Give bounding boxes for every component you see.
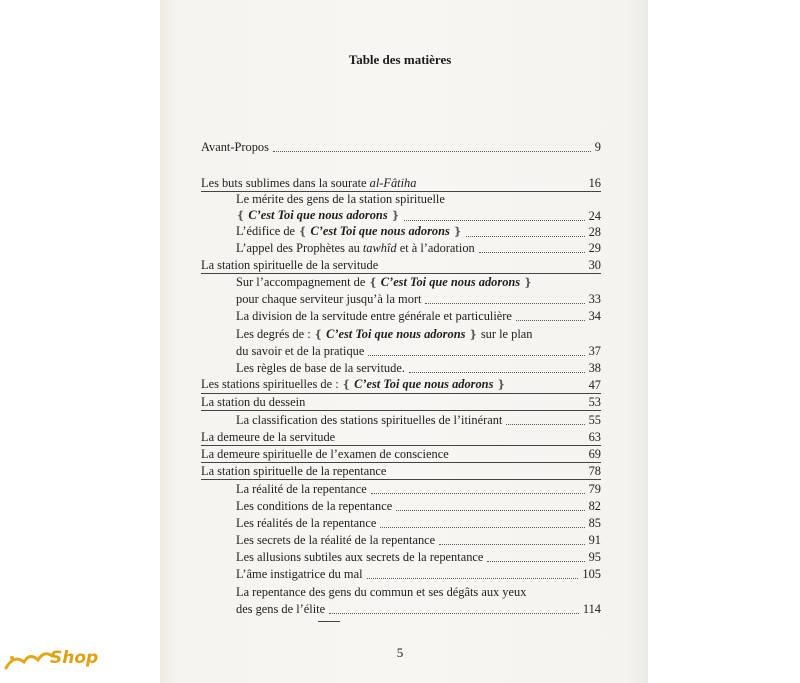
toc-line-accompagnement: Sur l’accompagnement de ❴ C’est Toi que nous adorons ❵ <box>236 275 533 289</box>
toc-entry-cest-toi: ❴ C’est Toi que nous adorons ❵ 24 <box>236 208 601 223</box>
toc-entry-elite: des gens de l’élite 114 <box>236 602 601 616</box>
ornament-close-icon: ❵ <box>390 210 400 222</box>
toc-entry-realite: La réalité de la repentance 79 <box>236 482 601 496</box>
ornament-open-icon: ❴ <box>298 226 308 238</box>
toc-entry-serviteur: pour chaque serviteur jusqu’à la mort 33 <box>236 292 601 306</box>
logo-text: Shop <box>50 648 99 668</box>
toc-line-repentance-commun: La repentance des gens du commun et ses dégâts aux yeux <box>236 585 527 599</box>
toc-entry-section2: La station spirituelle de la servitude 30 <box>201 258 601 272</box>
toc-entry-allusions: Les allusions subtiles aux secrets de la repentance 95 <box>236 550 601 564</box>
toc-entry-appel: L’appel des Prophètes au tawhîd et à l’adoration 29 <box>236 241 601 255</box>
toc-entry-avant-propos: Avant-Propos 9 <box>201 140 601 154</box>
page-number: 5 <box>396 645 404 660</box>
toc-line-merite: Le mérite des gens de la station spirituelle <box>236 192 445 206</box>
toc-entry-section7: La station spirituelle de la repentance 78 <box>201 464 601 478</box>
toc-line-degres: Les degrés de : ❴ C’est Toi que nous adorons ❵ sur le plan <box>236 327 533 341</box>
toc-entry-conditions: Les conditions de la repentance 82 <box>236 499 601 513</box>
ornament-open-icon: ❴ <box>236 210 246 222</box>
ornament-open-icon: ❴ <box>313 329 323 341</box>
toc-entry-edifice: L’édifice de ❴ C’est Toi que nous adorons ❵ 28 <box>236 224 601 239</box>
toc-entry-section6: La demeure spirituelle de l’examen de conscience 69 <box>201 447 601 461</box>
toc-entry-division: La division de la servitude entre générale et particulière 34 <box>236 309 601 323</box>
toc-entry-section4: La station du dessein 53 <box>201 395 601 409</box>
shop-logo <box>4 646 124 678</box>
ornament-open-icon: ❴ <box>368 277 378 289</box>
divider <box>318 621 340 622</box>
ornament-close-icon: ❵ <box>523 277 533 289</box>
toc-entry-realites: Les réalités de la repentance 85 <box>236 516 601 530</box>
ornament-close-icon: ❵ <box>468 329 478 341</box>
toc-entry-ame: L’âme instigatrice du mal 105 <box>236 567 601 581</box>
toc-entry-secrets: Les secrets de la réalité de la repentance 91 <box>236 533 601 547</box>
toc-entry-regles: Les règles de base de la servitude. 38 <box>236 361 601 375</box>
ornament-close-icon: ❵ <box>452 226 463 238</box>
toc-entry-section3: Les stations spirituelles de : ❴ C’est Toi que nous adorons ❵ 47 <box>201 377 601 392</box>
toc-entry-classification: La classification des stations spirituelles de l’itinérant 55 <box>236 413 601 427</box>
toc-entry-section5: La demeure de la servitude 63 <box>201 430 601 444</box>
toc-entry-section1: Les buts sublimes dans la sourate al-Fâtiha 16 <box>201 176 601 190</box>
page-title: Table des matières <box>348 52 452 67</box>
ornament-open-icon: ❴ <box>341 379 351 391</box>
toc-entry-savoir: du savoir et de la pratique 37 <box>236 344 601 358</box>
ornament-close-icon: ❵ <box>496 379 506 391</box>
